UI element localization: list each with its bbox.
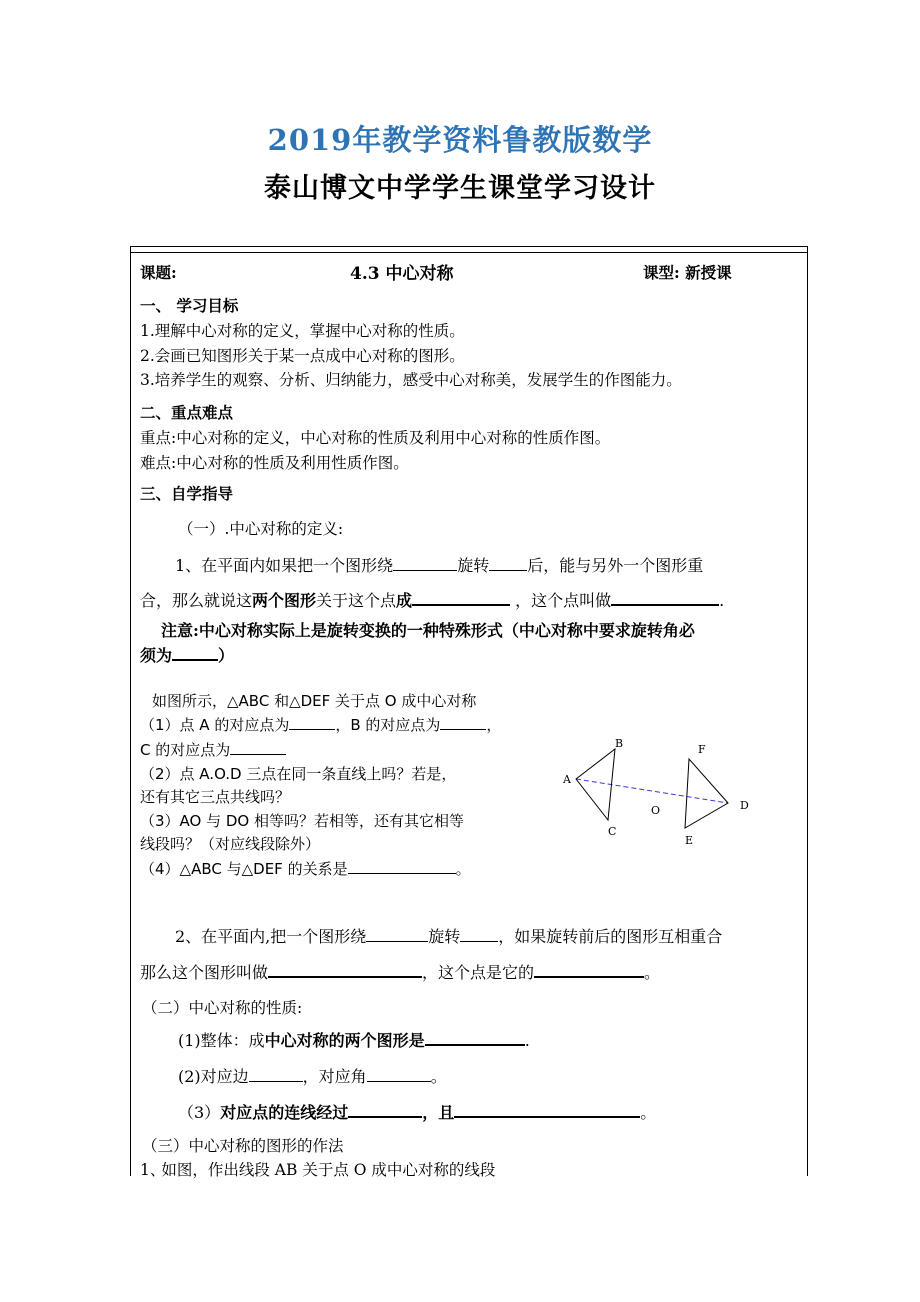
- difficult-points: 难点:中心对称的性质及利用性质作图。: [140, 454, 409, 472]
- construction-1: [140, 1158, 495, 1180]
- q1-text-c: 后，能与另外一个图形重: [527, 556, 704, 575]
- blank-q1-point-name[interactable]: [611, 590, 719, 606]
- symmetry-figure: [555, 732, 765, 850]
- q2-text-f: 。: [644, 963, 661, 982]
- f1-text-d: C 的对应点为: [140, 741, 231, 759]
- part-1-title: （一）.中心对称的定义:: [178, 520, 344, 538]
- figure-q3-line-1: （3）AO 与 DO 相等吗？若相等，还有其它相等: [140, 812, 465, 830]
- topic-label: 课题:: [140, 263, 177, 282]
- note-line-1: 注意:中心对称实际上是旋转变换的一种特殊形式（中心对称中要求旋转角必: [161, 621, 695, 640]
- note-text-b: 须为: [140, 646, 173, 665]
- label-e: E: [685, 834, 694, 847]
- figure-q2-line-1: （2）点 A.O.D 三点在同一条直线上吗？若是，: [140, 765, 457, 783]
- question-2-line-2: [140, 960, 660, 983]
- blank-q2-figure-name[interactable]: [268, 962, 422, 978]
- q2-text-e: ，这个点是它的: [422, 963, 535, 982]
- blank-rotation-angle[interactable]: [172, 645, 218, 661]
- q1-text-h: ，这个点叫做: [515, 591, 612, 610]
- blank-b-corresponding[interactable]: [440, 715, 486, 730]
- figure-intro: 如图所示，△ABC 和△DEF 关于点 O 成中心对称: [152, 692, 477, 710]
- blank-and-condition[interactable]: [454, 1102, 640, 1118]
- blank-a-corresponding[interactable]: [289, 715, 335, 730]
- q1-text-i: .: [719, 591, 725, 610]
- property-1: [178, 1028, 530, 1051]
- q2-text-c: ，如果旋转前后的图形互相重合: [498, 927, 723, 946]
- f4-text-b: 。: [455, 860, 471, 878]
- note-text-c: ）: [218, 646, 235, 665]
- blank-corresponding-sides[interactable]: [249, 1067, 303, 1082]
- blank-q2-center[interactable]: [366, 927, 428, 942]
- figure-q1-line-1: [140, 714, 501, 735]
- goal-3: 3.培养学生的观察、分析、归纳能力，感受中心对称美，发展学生的作图能力。: [140, 371, 682, 389]
- label-a: A: [563, 773, 571, 786]
- figure-q3-line-2: 线段吗？（对应线段除外）: [140, 835, 321, 853]
- key-points: 重点:中心对称的定义，中心对称的性质及利用中心对称的性质作图。: [140, 429, 611, 447]
- p1-text-a: (1)整体：成: [178, 1031, 265, 1050]
- type-value: 新授课: [685, 263, 732, 282]
- q1-text-b: 旋转: [457, 556, 490, 575]
- figure-q1-line-2: [140, 739, 286, 760]
- goal-1: 1.理解中心对称的定义，掌握中心对称的性质。: [140, 322, 465, 340]
- note-line-2: [140, 643, 234, 666]
- property-2: [178, 1064, 447, 1087]
- p1-text-c: .: [524, 1031, 530, 1050]
- f1-text-a: （1）点 A 的对应点为: [140, 716, 290, 734]
- q2-text-b: 旋转: [428, 927, 461, 946]
- p3-text-c: ，且: [422, 1103, 455, 1122]
- q2-text-d: 那么这个图形叫做: [140, 963, 269, 982]
- blank-q2-angle[interactable]: [460, 927, 498, 942]
- question-1-line-2: [140, 588, 724, 611]
- q1-text-a: 1、在平面内如果把一个图形绕: [175, 556, 394, 575]
- doc-title-2: 泰山博文中学学生课堂学习设计: [264, 173, 656, 204]
- blank-q2-point-name[interactable]: [534, 962, 644, 978]
- doc-title-1: 2019年教学资料鲁教版数学: [267, 123, 653, 157]
- q2-text-a: 2、在平面内,把一个图形绕: [175, 927, 367, 946]
- blank-corresponding-angles[interactable]: [367, 1067, 431, 1082]
- f1-text-c: ，: [486, 716, 502, 734]
- p1-text-b: 中心对称的两个图形是: [264, 1031, 425, 1050]
- label-o: O: [651, 804, 661, 817]
- q1-text-g: 成: [396, 591, 413, 610]
- p3-text-d: 。: [640, 1103, 657, 1122]
- part-3-title: （三）中心对称的图形的作法: [142, 1137, 344, 1155]
- question-2-line-1: [175, 924, 722, 947]
- last-text-a: 1、: [140, 1161, 166, 1179]
- section-2-heading: 二、重点难点: [140, 403, 234, 422]
- label-f: F: [698, 743, 706, 756]
- part-2-title: （二）中心对称的性质:: [142, 999, 303, 1017]
- dashed-line-ad: [576, 779, 728, 803]
- lesson-type: [643, 261, 732, 283]
- blank-q1-angle[interactable]: [489, 556, 527, 571]
- p2-text-c: 。: [430, 1067, 447, 1086]
- label-b: B: [615, 737, 624, 750]
- section-1-heading: 一、 学习目标: [140, 296, 239, 315]
- label-c: C: [608, 825, 617, 838]
- question-1-line-1: [175, 553, 703, 576]
- p3-text-a: （3）: [178, 1103, 221, 1122]
- blank-passes-through[interactable]: [348, 1102, 422, 1118]
- figure-q4: [140, 858, 471, 879]
- blank-triangle-relation[interactable]: [348, 859, 456, 874]
- q1-text-f: 关于这个点: [316, 591, 397, 610]
- goal-2: 2.会画已知图形关于某一点成中心对称的图形。: [140, 347, 465, 365]
- f1-text-b: ，B 的对应点为: [335, 716, 441, 734]
- p3-text-b: 对应点的连线经过: [220, 1103, 349, 1122]
- p2-text-b: ，对应角: [302, 1067, 367, 1086]
- q1-text-d: 合，那么就说这: [140, 591, 253, 610]
- type-label: 课型:: [643, 263, 680, 282]
- f4-text-a: （4）△ABC 与△DEF 的关系是: [140, 860, 348, 878]
- p2-text-a: (2)对应边: [178, 1067, 249, 1086]
- last-text-b: 如图，作出线段 AB 关于点 O 成中心对称的线段: [161, 1161, 496, 1179]
- triangle-def: [685, 759, 728, 828]
- blank-q1-symmetric[interactable]: [412, 590, 510, 606]
- q1-text-e: 两个图形: [252, 591, 317, 610]
- topic-title: 4.3 中心对称: [350, 264, 454, 284]
- property-3: [178, 1100, 656, 1123]
- section-3-heading: 三、自学指导: [140, 484, 234, 503]
- blank-c-corresponding[interactable]: [230, 740, 286, 755]
- figure-q2-line-2: 还有其它三点共线吗？: [140, 788, 291, 806]
- blank-property-1[interactable]: [425, 1030, 525, 1046]
- blank-q1-center[interactable]: [393, 556, 457, 571]
- label-d: D: [740, 799, 749, 812]
